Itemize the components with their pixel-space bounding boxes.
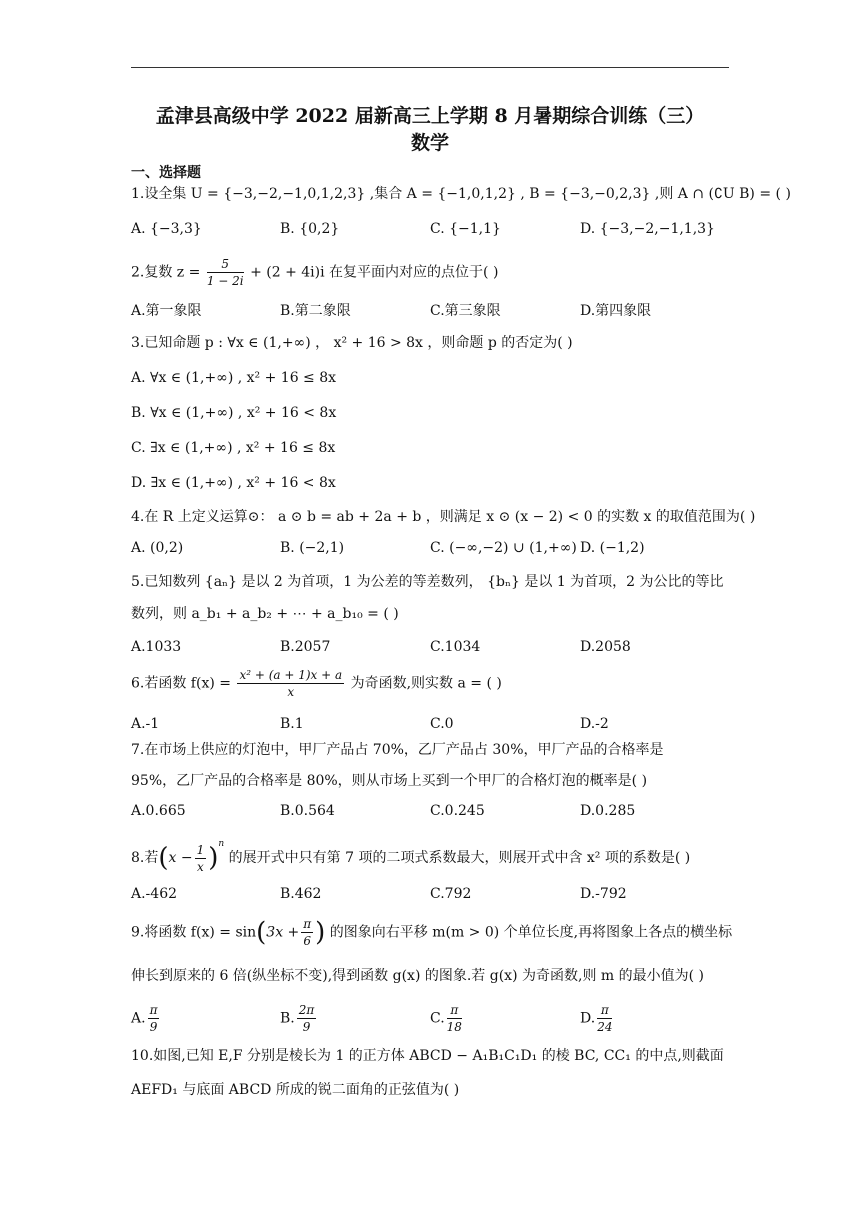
q5-option-b[interactable]: B.2057 — [280, 639, 331, 655]
question-6-stem — [131, 667, 502, 700]
q9-option-a-label: A. — [131, 1010, 146, 1027]
exam-title — [0, 103, 860, 157]
q6-option-a[interactable]: A.-1 — [131, 716, 160, 732]
q8-option-c[interactable]: C.792 — [430, 886, 472, 902]
question-5-stem-line-1: 5.已知数列 {aₙ} 是以 2 为首项，1 为公差的等差数列， {bₙ} 是以 1 为首项，2 为公比的等比 — [131, 574, 724, 590]
q7-option-d[interactable]: D.0.285 — [580, 803, 636, 819]
q8-stem-pre: 8.若 — [131, 850, 159, 866]
q6-stem-post: 为奇函数,则实数 a = ( ) — [350, 675, 502, 692]
q9-option-d-frac — [597, 1002, 612, 1035]
q8-option-d[interactable]: D.-792 — [580, 886, 627, 902]
q9-option-c-label: C. — [430, 1010, 445, 1027]
question-4-stem: 4.在 R 上定义运算⊙： a ⊙ b = ab + 2a + b ，则满足 x ⊙ (x − 2) < 0 的实数 x 的取值范围为( ) — [131, 509, 756, 525]
q9-option-a-den: 9 — [149, 1020, 158, 1034]
q9-frac-num: π — [303, 917, 312, 931]
q6-option-c[interactable]: C.0 — [430, 716, 454, 732]
q4-option-a[interactable]: A. (0,2) — [131, 540, 184, 556]
q8-fraction — [195, 842, 207, 875]
q2-option-a[interactable]: A.第一象限 — [131, 303, 202, 319]
question-1-stem: 1.设全集 U = {−3,−2,−1,0,1,2,3} ,集合 A = {−1,0,1,2} , B = {−3,−0,2,3} ,则 A ∩ (∁U B) = ( ) — [131, 186, 791, 202]
q2-stem-post: + (2 + 4i)i 在复平面内对应的点位于( ) — [250, 264, 499, 281]
q9-option-b-num: 2π — [298, 1003, 315, 1017]
title-line-1: 孟津县高级中学 2022 届新高三上学期 8 月暑期综合训练（三） — [155, 105, 705, 127]
q9-option-c[interactable] — [430, 1002, 464, 1035]
q6-fraction — [237, 667, 344, 700]
section-heading: 一、选择题 — [131, 165, 201, 181]
q1-option-d[interactable]: D. {−3,−2,−1,1,3} — [580, 221, 715, 237]
q6-option-b[interactable]: B.1 — [280, 716, 304, 732]
q9-option-a-num: π — [149, 1003, 158, 1017]
q9-paren-content: 3x + — [266, 924, 300, 941]
question-10-stem-line-1: 10.如图,已知 E,F 分别是棱长为 1 的正方体 ABCD − A₁B₁C₁D₁ 的棱 BC, CC₁ 的中点,则截面 — [131, 1048, 724, 1064]
question-9-stem — [131, 916, 732, 949]
q8-exponent: n — [218, 839, 225, 849]
q9-option-b-label: B. — [280, 1010, 295, 1027]
q4-option-c[interactable]: C. (−∞,−2) ∪ (1,+∞) — [430, 540, 577, 556]
q9-option-d-label: D. — [580, 1010, 596, 1027]
q3-option-d[interactable]: D. ∃x ∈ (1,+∞) , x² + 16 < 8x — [131, 475, 336, 491]
question-10-stem-line-2: AEFD₁ 与底面 ABCD 所成的锐二面角的正弦值为( ) — [131, 1082, 460, 1098]
header-rule — [131, 67, 729, 68]
q9-option-c-num: π — [447, 1002, 462, 1019]
q9-option-c-frac — [447, 1002, 462, 1035]
q3-option-c[interactable]: C. ∃x ∈ (1,+∞) , x² + 16 ≤ 8x — [131, 440, 336, 456]
q8-frac-den: x — [197, 859, 204, 874]
question-8-stem — [131, 834, 690, 875]
q3-option-a[interactable]: A. ∀x ∈ (1,+∞) , x² + 16 ≤ 8x — [131, 370, 337, 386]
q9-option-c-den: 18 — [446, 1020, 462, 1034]
q2-frac-num: 5 — [207, 256, 244, 273]
question-5-stem-line-2: 数列，则 a_b₁ + a_b₂ + ⋯ + a_b₁₀ = ( ) — [131, 606, 399, 622]
q9-left-paren: ( — [256, 917, 267, 948]
q9-option-d-num: π — [597, 1002, 612, 1019]
question-7-stem-line-2: 95%，乙厂产品的合格率是 80%，则从市场上买到一个甲厂的合格灯泡的概率是( ) — [131, 773, 648, 789]
q9-stem-post: 的图象向右平移 m(m > 0) 个单位长度,再将图象上各点的横坐标 — [329, 924, 733, 941]
q1-option-b[interactable]: B. {0,2} — [280, 221, 340, 237]
q2-stem-pre: 2.复数 z = — [131, 264, 201, 281]
q9-option-a-frac — [148, 1002, 160, 1035]
q2-option-d[interactable]: D.第四象限 — [580, 303, 652, 319]
q9-option-b-frac — [297, 1002, 317, 1035]
q2-option-b[interactable]: B.第二象限 — [280, 303, 351, 319]
q8-option-b[interactable]: B.462 — [280, 886, 322, 902]
question-2-stem — [131, 256, 498, 289]
q6-option-d[interactable]: D.-2 — [580, 716, 609, 732]
q2-option-c[interactable]: C.第三象限 — [430, 303, 501, 319]
q8-stem-post: 的展开式中只有第 7 项的二项式系数最大，则展开式中含 x² 项的系数是( ) — [228, 850, 691, 866]
q9-fraction — [301, 916, 313, 949]
q9-frac-den: 6 — [303, 934, 312, 948]
q8-left-paren: ( — [158, 843, 169, 873]
q7-option-a[interactable]: A.0.665 — [131, 803, 186, 819]
title-line-2: 数学 — [410, 132, 449, 154]
q4-option-d[interactable]: D. (−1,2) — [580, 540, 645, 556]
q5-option-a[interactable]: A.1033 — [131, 639, 182, 655]
q2-fraction — [207, 256, 244, 289]
q6-frac-den: x — [287, 685, 295, 699]
q8-right-paren: ) — [208, 843, 219, 873]
q1-option-c[interactable]: C. {−1,1} — [430, 221, 501, 237]
q9-option-b[interactable] — [280, 1002, 318, 1035]
q9-option-d-den: 24 — [597, 1020, 613, 1034]
q2-frac-den: 1 − 2i — [206, 274, 244, 288]
q8-paren-content: x − — [168, 850, 193, 866]
q3-option-b[interactable]: B. ∀x ∈ (1,+∞) , x² + 16 < 8x — [131, 405, 337, 421]
q9-option-d[interactable] — [580, 1002, 614, 1035]
q4-option-b[interactable]: B. (−2,1) — [280, 540, 345, 556]
q7-option-b[interactable]: B.0.564 — [280, 803, 335, 819]
q6-frac-num: x² + (a + 1)x + a — [239, 668, 343, 682]
question-9-stem-line-2: 伸长到原来的 6 倍(纵坐标不变),得到函数 g(x) 的图象.若 g(x) 为奇函数,则 m 的最小值为( ) — [131, 968, 704, 984]
q5-option-c[interactable]: C.1034 — [430, 639, 481, 655]
q5-option-d[interactable]: D.2058 — [580, 639, 631, 655]
q9-option-b-den: 9 — [302, 1020, 311, 1034]
question-3-stem: 3.已知命题 p : ∀x ∈ (1,+∞) ， x² + 16 > 8x ，则命题 p 的否定为( ) — [131, 335, 573, 351]
question-7-stem-line-1: 7.在市场上供应的灯泡中，甲厂产品占 70%，乙厂产品占 30%，甲厂产品的合格率是 — [131, 742, 664, 758]
q8-option-a[interactable]: A.-462 — [131, 886, 178, 902]
q7-option-c[interactable]: C.0.245 — [430, 803, 485, 819]
q9-stem-pre: 9.将函数 f(x) = sin — [131, 924, 257, 941]
q6-stem-pre: 6.若函数 f(x) = — [131, 675, 231, 692]
q1-option-a[interactable]: A. {−3,3} — [131, 221, 202, 237]
q9-option-a[interactable] — [131, 1002, 161, 1035]
q9-right-paren: ) — [315, 917, 326, 948]
q8-frac-num: 1 — [196, 842, 205, 857]
